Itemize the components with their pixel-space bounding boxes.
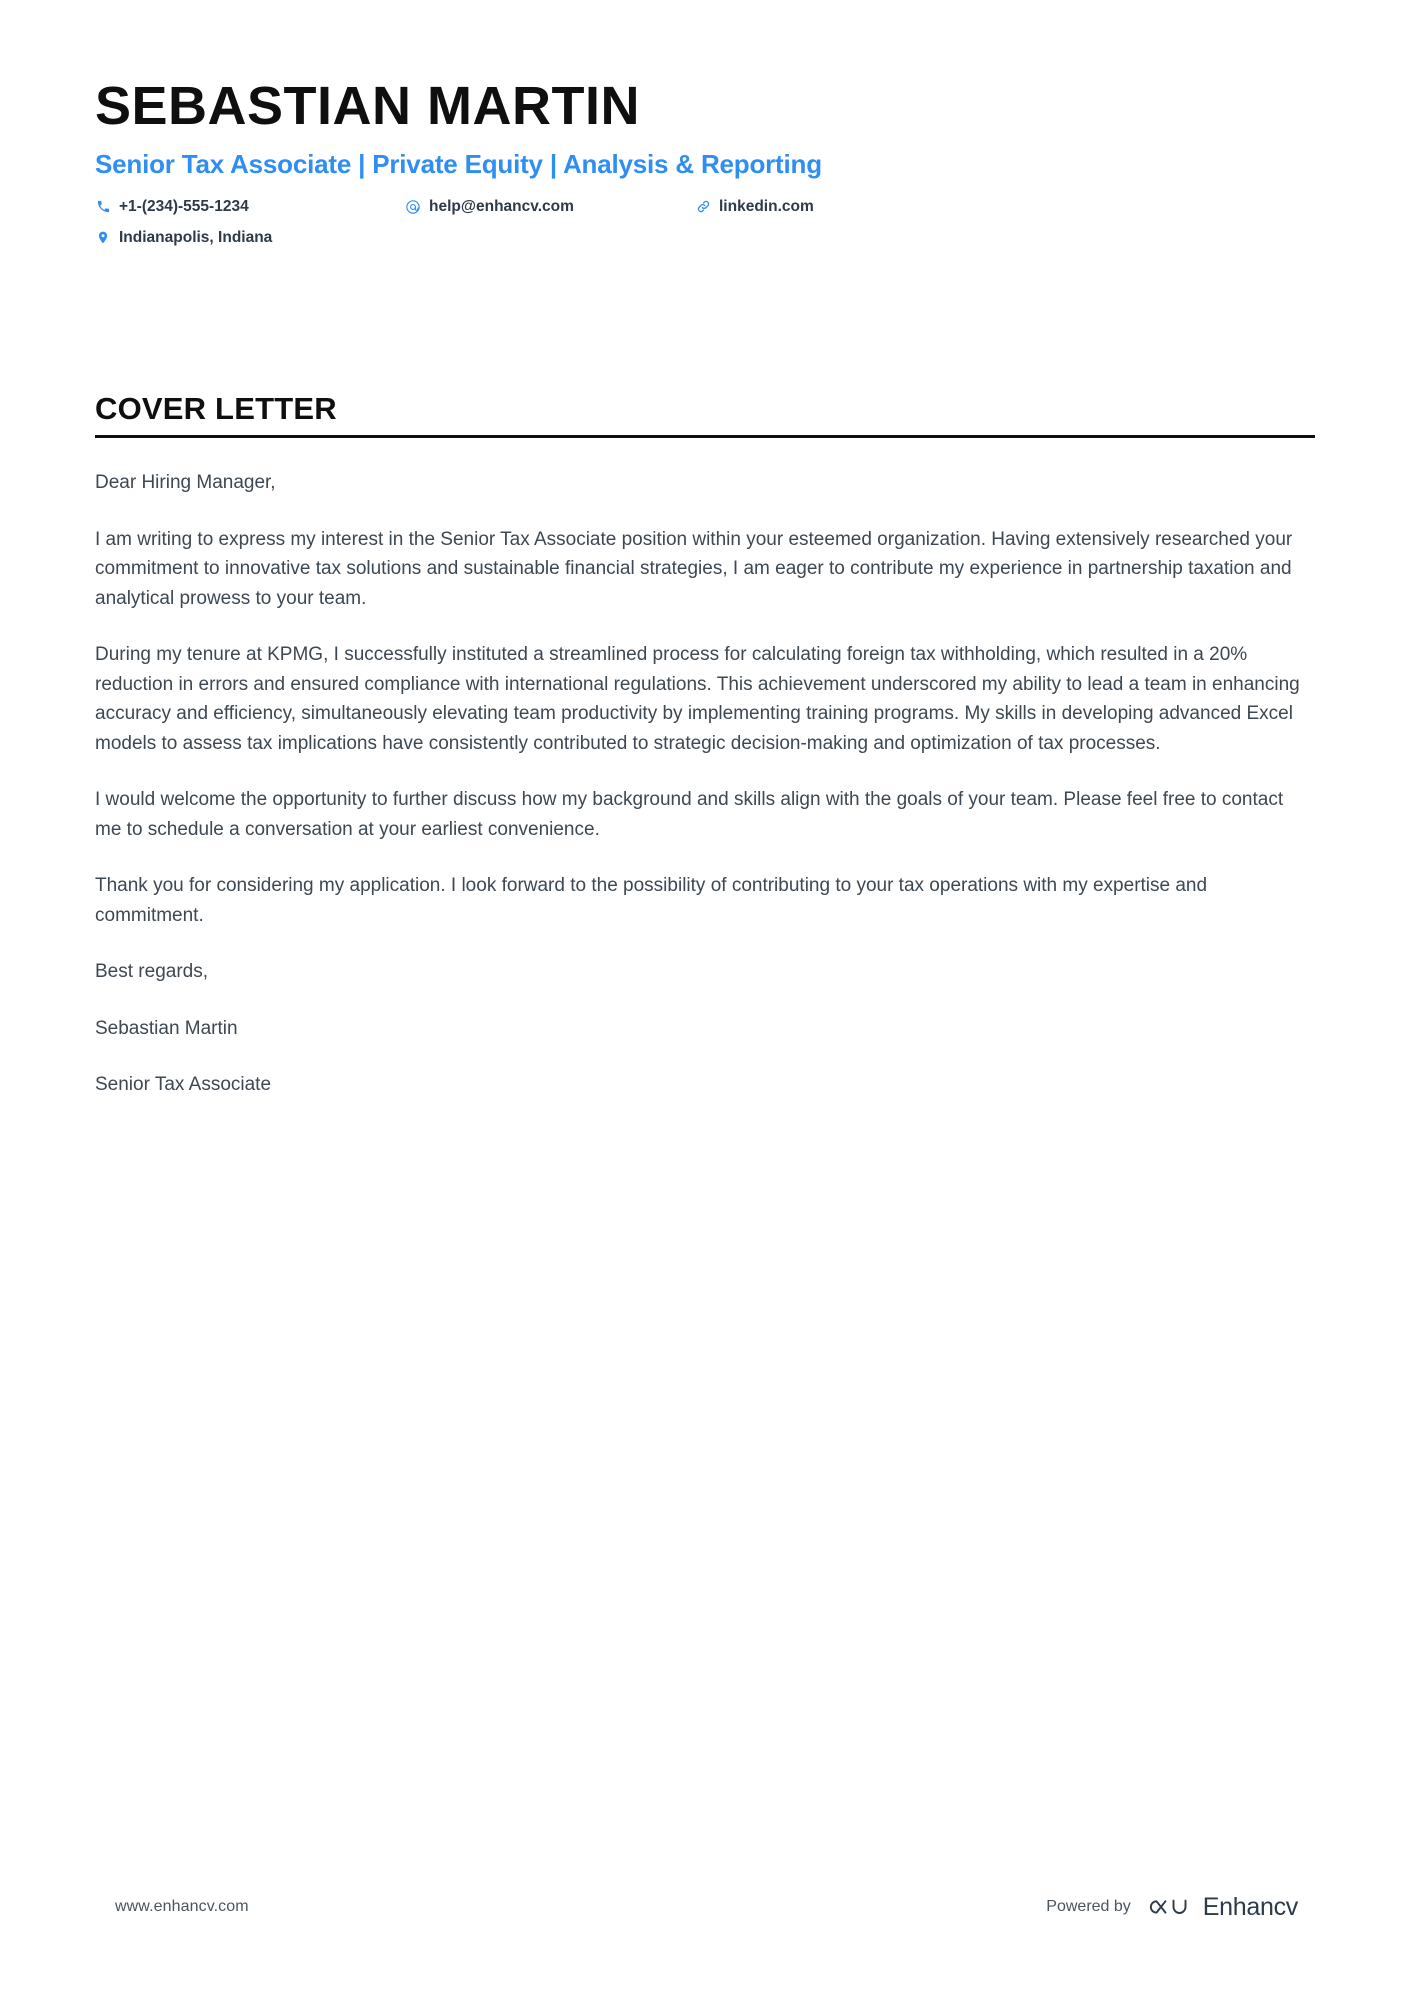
contact-linkedin[interactable] [695, 198, 955, 216]
letter-paragraph-3: I would welcome the opportunity to further discuss how my background and skills align with the goals of your team. Please feel free to contact me to schedule a conversation at your earliest convenience. [95, 789, 1284, 840]
contact-email-label: help@enhancv.com [429, 197, 574, 215]
letter-paragraph-4: Thank you for considering my application. I look forward to the possibility of contributing to your tax operations with my expertise and commitment. [95, 875, 1208, 926]
section-cover-letter [95, 392, 1315, 438]
document-footer [0, 1887, 1410, 1927]
letter-paragraph-1: I am writing to express my interest in the Senior Tax Associate position within your esteemed organization. Having extensively researched your commitment to innovative tax solutions and sustainable financial strategies, I am eager to contribute my experience in partnership taxation and analytical prowess to your team. [95, 528, 1293, 609]
letter-closing: Best regards, [95, 961, 208, 982]
powered-by-label: Powered by [1046, 1898, 1131, 1915]
contact-row-secondary [95, 229, 1315, 260]
email-icon [405, 199, 421, 215]
letter-salutation: Dear Hiring Manager, [95, 472, 276, 493]
job-title-subtitle: Senior Tax Associate | Private Equity | Analysis & Reporting [95, 148, 822, 179]
location-icon [95, 230, 111, 246]
contact-location-label: Indianapolis, Indiana [119, 228, 273, 246]
enhancv-logo [1147, 1893, 1298, 1922]
contact-linkedin-label: linkedin.com [719, 197, 814, 215]
link-icon [695, 199, 711, 215]
document-header [95, 78, 1315, 260]
enhancv-wordmark: Enhancv [1202, 1892, 1298, 1921]
contact-phone[interactable] [95, 198, 405, 216]
contact-email[interactable] [405, 198, 695, 216]
phone-icon [95, 199, 111, 215]
footer-branding [1046, 1893, 1298, 1922]
footer-website-link[interactable]: www.enhancv.com [115, 1898, 249, 1915]
letter-signature-title: Senior Tax Associate [95, 1074, 272, 1095]
letter-signature-name: Sebastian Martin [95, 1017, 238, 1039]
section-title: COVER LETTER [95, 391, 337, 426]
contact-block [95, 198, 1315, 260]
enhancv-mark-icon [1147, 1894, 1193, 1920]
contact-row-primary [95, 198, 1315, 229]
page-title: SEBASTIAN MARTIN [95, 76, 640, 136]
letter-paragraph-2: During my tenure at KPMG, I successfully instituted a streamlined process for calculating foreign tax withholding, which resulted in a 20% reduction in errors and ensured compliance with international regulations. This achievement underscored my ability to lead a team in enhancing accuracy and efficiency, simultaneously elevating team productivity by implementing training programs. My skills in developing advanced Excel models to assess tax implications have consistently contributed to strategic decision-making and optimization of tax processes. [95, 644, 1300, 754]
section-divider [95, 435, 1315, 438]
letter-body [95, 468, 1310, 1100]
contact-phone-label: +1-(234)-555-1234 [119, 197, 249, 215]
contact-location [95, 229, 405, 247]
